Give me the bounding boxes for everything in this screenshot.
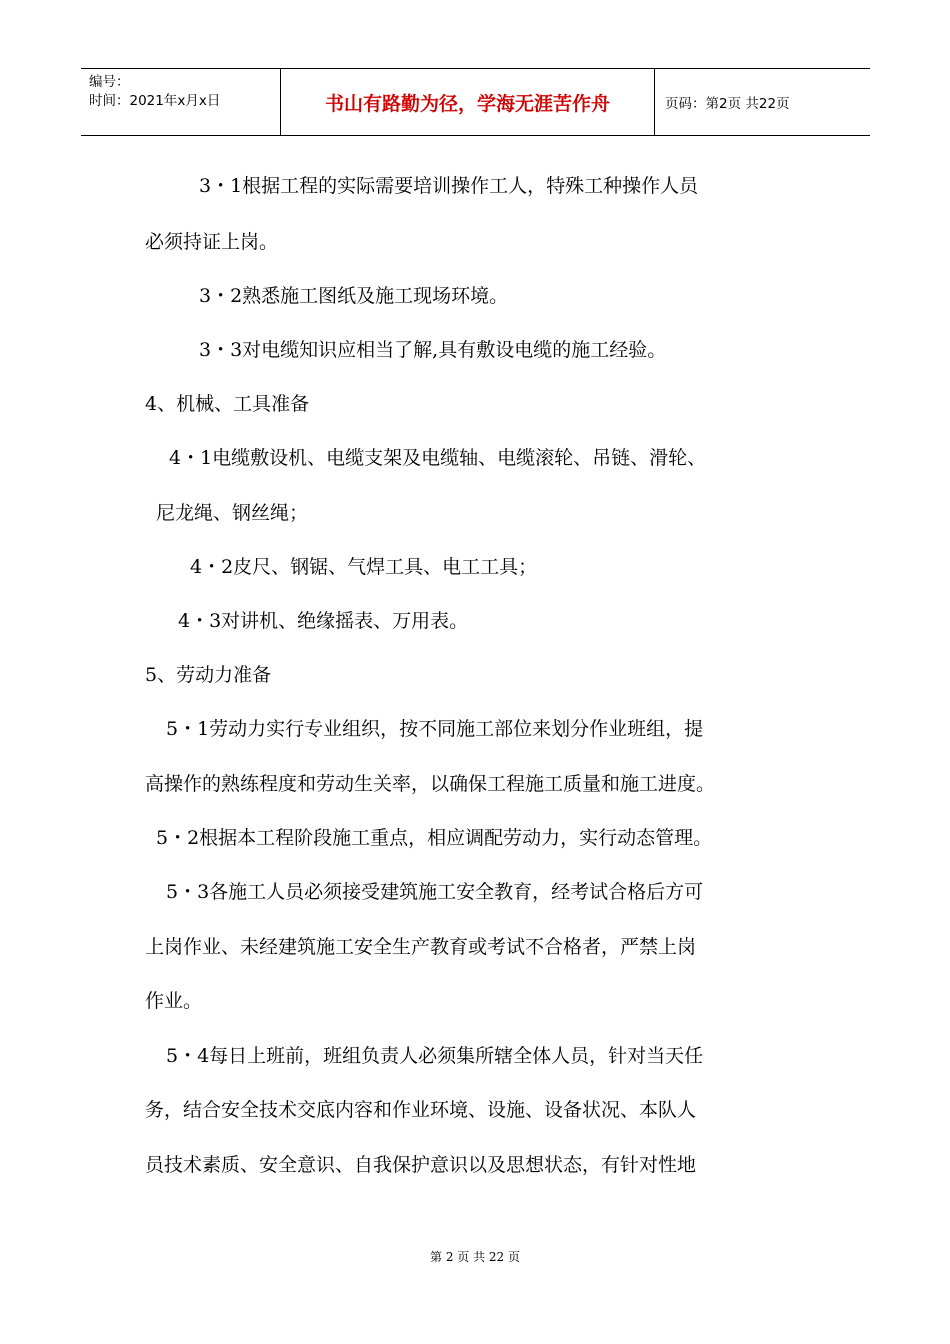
body-line: 4・1电缆敷设机、电缆支架及电缆轴、电缆滚轮、吊链、滑轮、 [169, 447, 707, 469]
page-footer: 第 2 页 共 22 页 [430, 1250, 520, 1264]
header-page-info: 页码：第2页 共22页 [665, 96, 790, 112]
body-line: 5・1劳动力实行专业组织，按不同施工部位来划分作业班组，提 [166, 718, 704, 740]
body-line: 5・4每日上班前，班组负责人必须集所辖全体人员，针对当天任 [166, 1045, 704, 1067]
section-heading: 5、劳动力准备 [145, 664, 272, 686]
body-line: 必须持证上岗。 [145, 231, 279, 253]
body-line: 3・3对电缆知识应相当了解,具有敷设电缆的施工经验。 [199, 339, 667, 361]
date-label: 时间：2021年x月x日 [89, 93, 221, 109]
body-line: 高操作的熟练程度和劳动生关率，以确保工程施工质量和施工进度。 [145, 773, 716, 795]
body-line: 员技术素质、安全意识、自我保护意识以及思想状态，有针对性地 [145, 1154, 697, 1176]
body-line: 4・2皮尺、钢锯、气焊工具、电工工具； [190, 556, 538, 578]
body-line: 3・1根据工程的实际需要培训操作工人，特殊工种操作人员 [199, 175, 699, 197]
body-line: 3・2熟悉施工图纸及施工现场环境。 [199, 285, 509, 307]
page-header [81, 68, 870, 136]
header-motto: 书山有路勤为径，学海无涯苦作舟 [281, 69, 655, 135]
body-line: 尼龙绳、钢丝绳； [156, 502, 309, 524]
body-line: 4・3对讲机、绝缘摇表、万用表。 [178, 610, 469, 632]
body-line: 5・3各施工人员必须接受建筑施工安全教育，经考试合格后方可 [166, 881, 704, 903]
body-line: 5・2根据本工程阶段施工重点，相应调配劳动力，实行动态管理。 [156, 827, 713, 849]
section-heading: 4、机械、工具准备 [145, 393, 310, 415]
body-line: 作业。 [145, 990, 203, 1012]
body-line: 上岗作业、未经建筑施工安全生产教育或考试不合格者，严禁上岗 [145, 936, 697, 958]
serial-label: 编号： [89, 74, 130, 90]
header-meta [81, 69, 281, 135]
body-line: 务，结合安全技术交底内容和作业环境、设施、设备状况、本队人 [145, 1099, 697, 1121]
